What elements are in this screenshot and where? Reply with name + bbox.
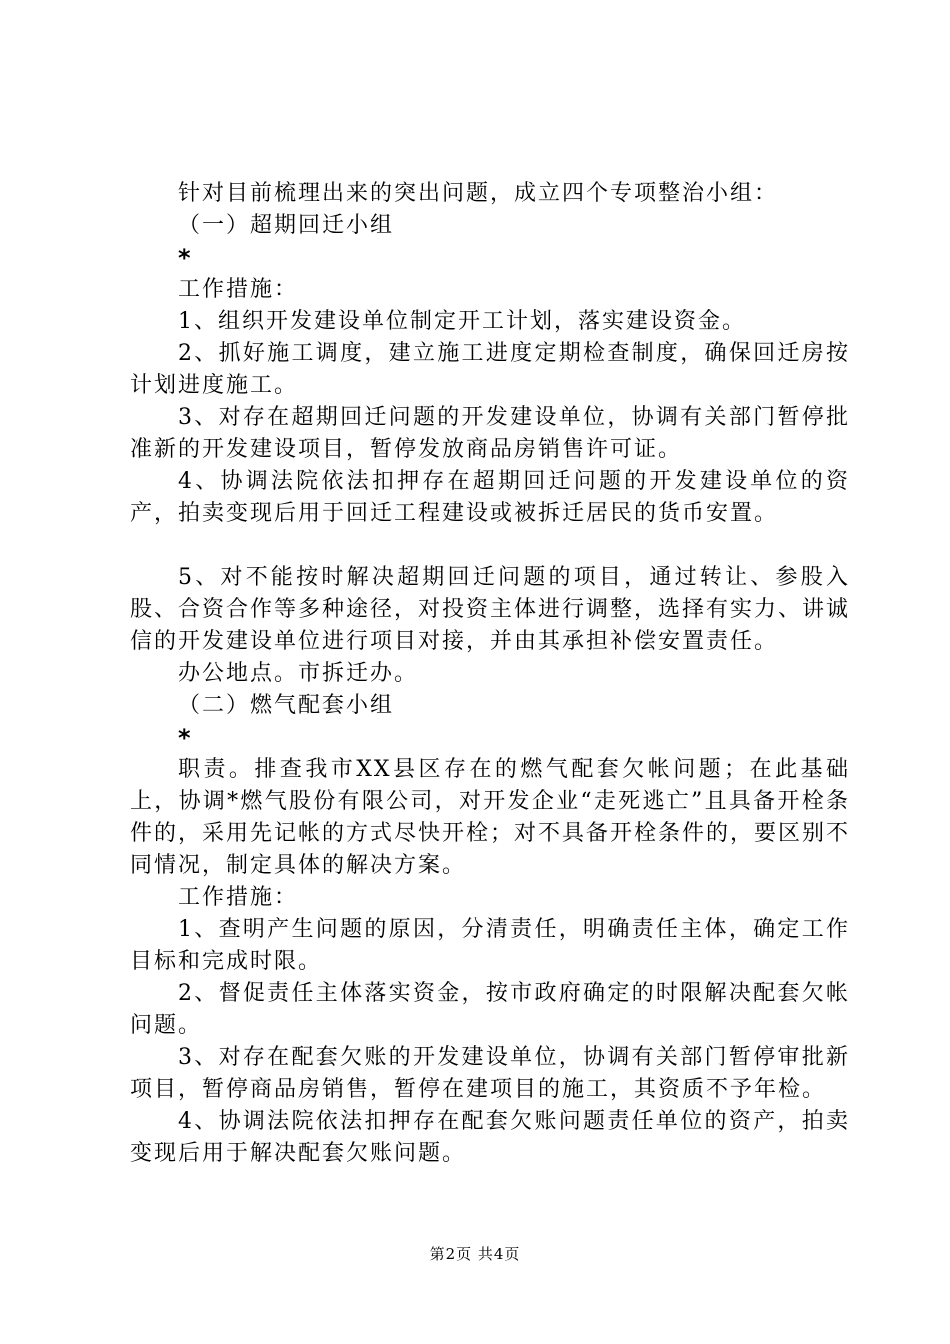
section-heading-1: （一）超期回迁小组	[178, 213, 395, 238]
measures-heading: 工作措施：	[178, 277, 299, 302]
measure-item: 1、查明产生问题的原因，分清责任，明确责任主体，确定工作目标和完成时限。	[130, 917, 850, 974]
measure-item: 3、对存在配套欠账的开发建设单位，协调有关部门暂停审批新项目，暂停商品房销售，暂停在建项目的施工，其资质不予年检。	[130, 1045, 850, 1102]
measure-item: 4、协调法院依法扣押存在配套欠账问题责任单位的资产，拍卖变现后用于解决配套欠账问题。	[130, 1109, 850, 1166]
duties-paragraph: 职责。排查我市XX县区存在的燃气配套欠帐问题；在此基础上，协调*燃气股份有限公司，对开发企业“走死逃亡”且具备开栓条件的，采用先记帐的方式尽快开栓；对不具备开栓条件的，要区别不同情况，制定具体的解决方案。	[130, 757, 851, 878]
section-heading-2: （二）燃气配套小组	[178, 693, 395, 718]
measure-item: 4、协调法院依法扣押存在超期回迁问题的开发建设单位的资产，拍卖变现后用于回迁工程建设或被拆迁居民的货币安置。	[130, 469, 850, 526]
asterisk-marker: *	[178, 244, 193, 272]
page-number-footer: 第2页 共4页	[429, 1245, 521, 1263]
measures-heading: 工作措施：	[178, 885, 299, 910]
office-location: 办公地点。市拆迁办。	[178, 661, 419, 686]
blank-line	[130, 530, 850, 562]
document-body	[130, 178, 850, 1170]
asterisk-marker: *	[178, 724, 193, 752]
measure-item: 1、组织开发建设单位制定开工计划，落实建设资金。	[178, 309, 746, 334]
measure-item: 5、对不能按时解决超期回迁问题的项目，通过转让、参股入股、合资合作等多种途径，对投资主体进行调整，选择有实力、讲诚信的开发建设单位进行项目对接，并由其承担补偿安置责任。	[130, 565, 851, 654]
measure-item: 2、督促责任主体落实资金，按市政府确定的时限解决配套欠帐问题。	[130, 981, 850, 1038]
intro-paragraph: 针对目前梳理出来的突出问题，成立四个专项整治小组：	[178, 181, 779, 206]
measure-item: 3、对存在超期回迁问题的开发建设单位，协调有关部门暂停批准新的开发建设项目，暂停发放商品房销售许可证。	[130, 405, 850, 462]
measure-item: 2、抓好施工调度，建立施工进度定期检查制度，确保回迁房按计划进度施工。	[130, 341, 850, 398]
